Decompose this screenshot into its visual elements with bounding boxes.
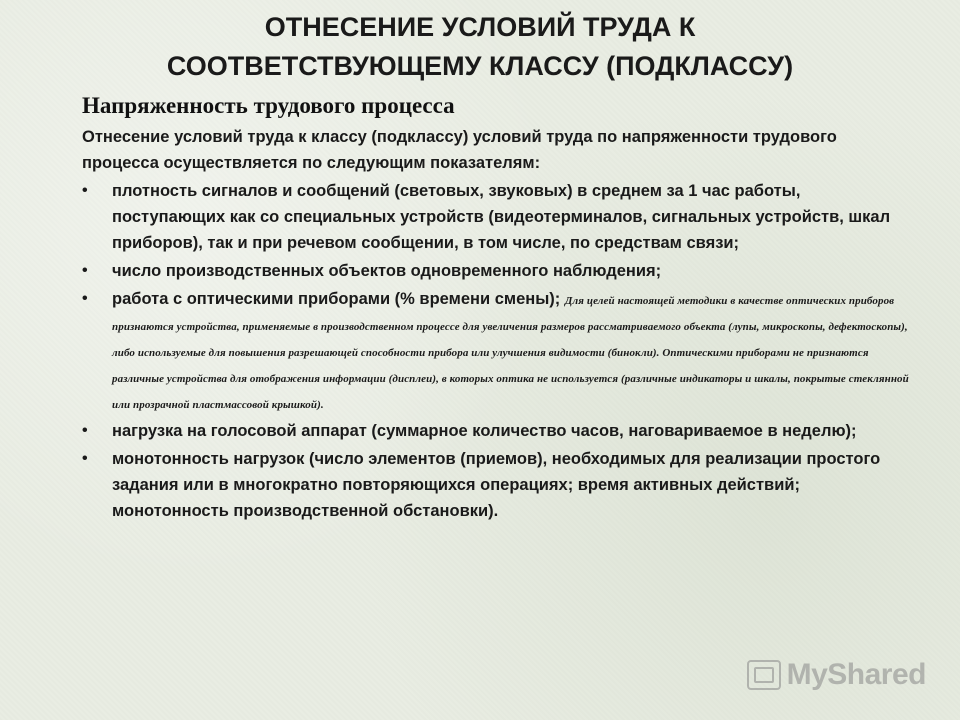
watermark-logo — [747, 658, 926, 692]
slide-title-line-2: СООТВЕТСТВУЮЩЕМУ КЛАССУ (ПОДКЛАССУ) — [166, 51, 794, 81]
list-item — [82, 286, 917, 416]
list-item — [82, 178, 917, 256]
indicator-list — [82, 178, 917, 524]
bullet-marker: • — [82, 262, 88, 279]
list-item — [82, 446, 917, 524]
list-item — [82, 418, 917, 444]
bullet-marker: • — [82, 182, 88, 199]
list-item-text: число производственных объектов одновременного наблюдения; — [112, 262, 662, 280]
slide-body — [82, 90, 917, 524]
presentation-icon — [747, 660, 781, 690]
section-subtitle: Напряженность трудового процесса — [82, 93, 455, 118]
optical-devices-footnote: Для целей настоящей методики в качестве оптических приборов признаются устройства, применяемые в производственном процессе для увеличения размеров рассматриваемого объекта (лупы, микроскопы, дефектоскопы), либо используемые для повышения разрешающей способности прибора или улучшения видимости (бинокли). Оптическими приборами не признаются различные устройства для отображения информации (дисплеи), в которых оптика не используется (различные индикаторы и шкалы, покрытые стеклянной или прозрачной пластмассовой крышкой). — [112, 295, 909, 411]
slide-title-line-1: ОТНЕСЕНИЕ УСЛОВИЙ ТРУДА К — [264, 12, 696, 42]
intro-paragraph: Отнесение условий труда к классу (подклассу) условий труда по напряженности трудового процесса осуществляется по следующим показателям: — [82, 128, 837, 172]
list-item-text: нагрузка на голосовой аппарат (суммарное количество часов, наговариваемое в неделю); — [112, 422, 857, 440]
bullet-marker: • — [82, 450, 88, 467]
list-item-text: работа с оптическими приборами (% времени смены); — [112, 290, 561, 308]
list-item-text: плотность сигналов и сообщений (световых, звуковых) в среднем за 1 час работы, поступающих как со специальных устройств (видеотерминалов, сигнальных устройств, шкал приборов), так и при речевом сообщении, в том числе, по средствам связи; — [112, 182, 891, 252]
bullet-marker: • — [82, 290, 88, 307]
slide-title — [0, 8, 960, 86]
list-item-text: монотонность нагрузок (число элементов (приемов), необходимых для реализации простого задания или в многократно повторяющихся операциях; время активных действий; монотонность производственной обстановки). — [112, 450, 881, 520]
bullet-marker: • — [82, 422, 88, 439]
watermark-text: MyShared — [786, 658, 926, 691]
list-item — [82, 258, 917, 284]
